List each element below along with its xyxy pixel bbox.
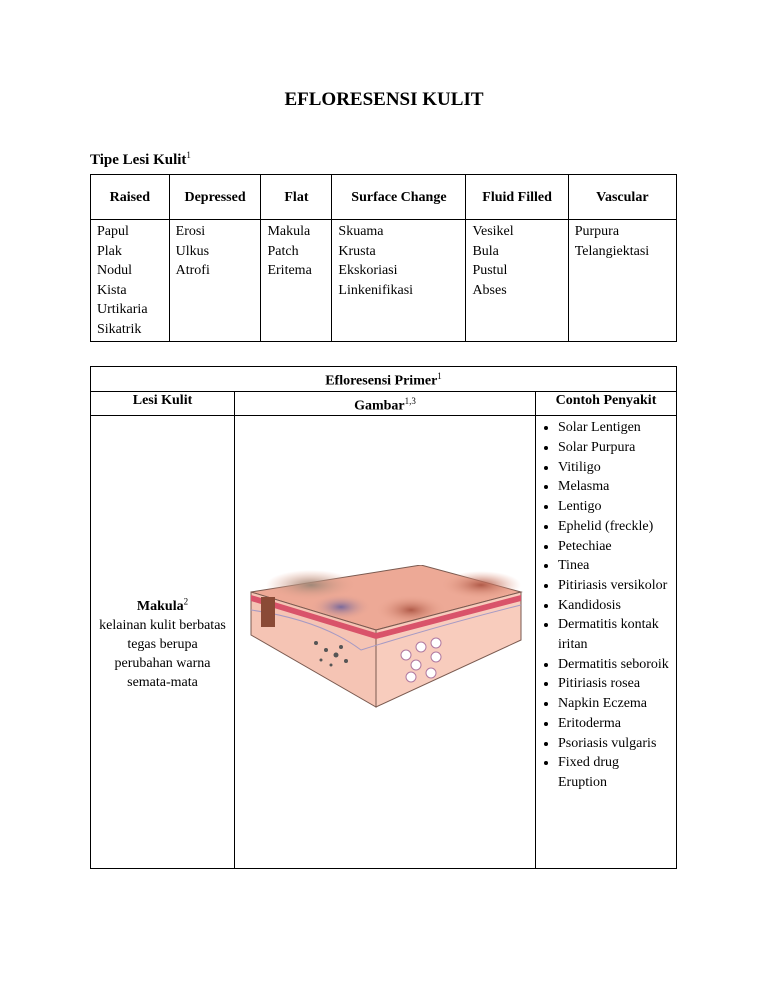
lesion-item: Papul	[97, 224, 129, 239]
lesion-list-cell	[568, 220, 676, 342]
disease-item: • Pitiriasis versikolor	[558, 576, 670, 596]
page-title: EFLORESENSI KULIT	[284, 89, 484, 110]
lesion-name-text: Makula	[136, 599, 184, 615]
lesion-description: kelainan kulit berbatas tegas berupa perubahan warna semata-mata	[99, 618, 226, 691]
disease-item: • Napkin Eczema	[558, 694, 670, 714]
disease-item: • Dermatitis seboroik	[558, 655, 670, 675]
primary-efflorescence-table	[90, 366, 677, 869]
lesion-item: Skuama	[338, 224, 384, 239]
lesion-item: Linkenifikasi	[338, 282, 414, 298]
lesion-item: Erosi	[175, 224, 206, 239]
header-cell: Depressed	[169, 175, 261, 220]
lesion-item: Telangiektasi	[574, 243, 650, 259]
header-contoh-penyakit: Contoh Penyakit	[536, 391, 677, 416]
header-cell: Vascular	[568, 175, 676, 220]
lesion-name	[136, 596, 189, 615]
lesion-item: Nodul	[97, 263, 132, 278]
disease-item: • Melasma	[558, 477, 670, 497]
footnote-ref: 1,3	[404, 395, 416, 406]
section-subtitle	[90, 150, 191, 169]
lesion-item: Urtikaria	[97, 302, 148, 317]
lesion-type-table	[90, 174, 677, 342]
lesion-list-cell	[91, 220, 170, 342]
header-lesi-kulit: Lesi Kulit	[91, 391, 235, 416]
lesion-item: Patch	[267, 243, 299, 259]
table-title-text: Efloresensi Primer	[325, 373, 438, 389]
lesion-list-cell	[332, 220, 466, 342]
disease-item: • Tinea	[558, 556, 670, 576]
header-cell: Flat	[261, 175, 332, 220]
disease-item: • Psoriasis vulgaris	[558, 734, 670, 754]
lesion-item: Makula	[267, 224, 311, 239]
table-title	[91, 367, 677, 392]
lesion-item: Purpura	[574, 224, 620, 239]
lesion-item: Abses	[472, 282, 507, 298]
header-cell: Surface Change	[332, 175, 466, 220]
lesion-cell	[91, 416, 235, 869]
lesion-item: Bula	[472, 243, 499, 259]
lesion-item: Krusta	[338, 243, 376, 259]
disease-item: • Lentigo	[558, 497, 670, 517]
disease-item: • Vitiligo	[558, 458, 670, 478]
disease-item: • Fixed drug Eruption	[558, 753, 670, 792]
disease-item: • Solar Lentigen	[558, 418, 670, 438]
lesion-list-cell	[261, 220, 332, 342]
footnote-ref: 2	[183, 596, 189, 607]
subtitle-text: Tipe Lesi Kulit	[90, 152, 187, 168]
lesion-item: Ulkus	[175, 243, 210, 259]
disease-item: • Ephelid (freckle)	[558, 517, 670, 537]
lesion-item: Kista	[97, 282, 127, 298]
lesion-item: Atrofi	[175, 263, 210, 278]
disease-item: • Petechiae	[558, 537, 670, 557]
disease-list-cell	[536, 416, 677, 869]
header-cell: Fluid Filled	[466, 175, 568, 220]
lesion-item: Eritema	[267, 263, 312, 278]
header-cell: Raised	[91, 175, 170, 220]
footnote-ref: 1	[437, 371, 442, 381]
table-row	[91, 416, 677, 869]
disease-item: • Eritoderma	[558, 714, 670, 734]
footnote-ref: 1	[186, 150, 191, 160]
image-cell	[235, 416, 536, 869]
disease-item: • Pitiriasis rosea	[558, 674, 670, 694]
lesion-list-cell	[169, 220, 261, 342]
lesion-list-cell	[466, 220, 568, 342]
disease-item: • Dermatitis kontak iritan	[558, 615, 670, 654]
disease-item: • Solar Purpura	[558, 438, 670, 458]
header-gambar-text: Gambar	[354, 398, 405, 414]
lesion-item: Plak	[97, 243, 122, 259]
disease-item: • Kandidosis	[558, 596, 670, 616]
macula-skin-illustration	[241, 565, 525, 715]
lesion-item: Vesikel	[472, 224, 514, 239]
lesion-item: Sikatrik	[97, 321, 142, 337]
header-gambar	[235, 391, 536, 416]
lesion-item: Ekskoriasi	[338, 263, 398, 278]
disease-list	[542, 418, 670, 792]
lesion-item: Pustul	[472, 263, 508, 278]
